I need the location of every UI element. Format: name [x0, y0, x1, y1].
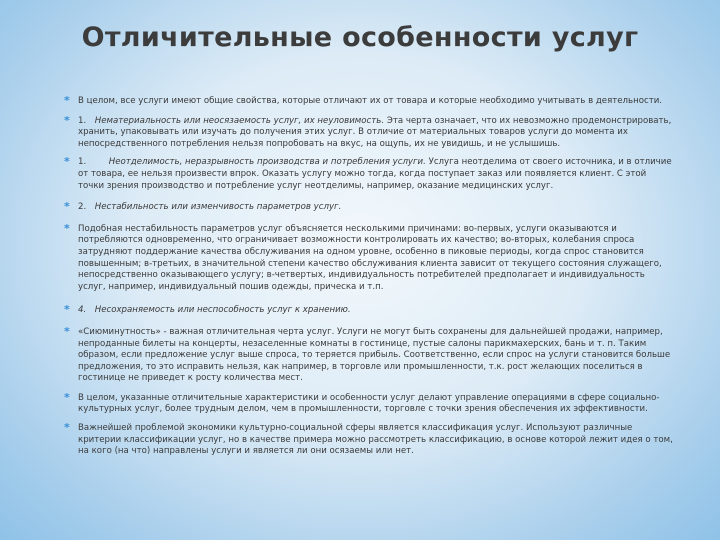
bullet-marker-icon: * [64, 155, 70, 169]
bullet-marker-icon: * [64, 303, 70, 317]
bullet-item [64, 423, 674, 458]
bullet-item [64, 390, 674, 416]
item-number: 1. [78, 157, 87, 168]
bullet-marker-icon: * [64, 390, 70, 404]
bullet-item [64, 202, 674, 214]
item-heading: Несохраняемость или неспособность услуг к хранению. [94, 305, 351, 316]
bullet-text: В целом, указанные отличительные характеристики и особенности услуг делают управление операциями в сфере социально-культурных услуг, более трудным делом, чем в промышленности, торговле с точки зрения обеспечения их эффективности. [78, 392, 660, 415]
bullet-item [64, 96, 674, 108]
bullet-marker-icon: * [64, 324, 70, 338]
bullet-text: Эта черта означает, что их невозможно продемонстрировать, хранить, упаковывать или изучать до получения этих услуг. В отличие от материальных товаров услуги до момента их непосредственного потребления нельзя попробовать на вкус, на ощупь, их не увидишь, и не услышишь. [78, 115, 672, 149]
bullet-text: «Сиюминутность» - важная отличительная черта услуг. Услуги не могут быть сохранены для дальнейшей продажи, например, непроданные билеты на концерты, незаселенные комнаты в гостинице, пустые салоны парикмахерских, бань и т. п. Таким образом, если предложение услуг выше спроса, то теряется прибыль. Соответственно, если спрос на услуги становится больше предложения, то это исправить нельзя, как например, в торговле или промышленности, т.к. рост желающих поселиться в гостинице не приведет к росту количества мест. [78, 326, 671, 384]
bullet-item [64, 113, 674, 151]
bullet-text: Подобная нестабильность параметров услуг объясняется несколькими причинами: во-первых, услуги оказываются и потребляются одновременно, что ограничивает возможности контролировать их качество; во-вторых, колебания спроса затрудняют поддержание качества обслуживания на одном уровне, особенно в пиковые периоды, когда спрос становится повышенным; в-третьих, в значительной степени качество обслуживания клиента зависит от текущего состояния служащего, непосредственно оказывающего услугу; в-четвертых, индивидуальность потребителей предполагает и индивидуальность услуг, например, индивидуальный пошив одежды, прическа и т.п. [78, 223, 662, 292]
bullet-text: Важнейшей проблемой экономики культурно-социальной сферы является классификация услуг. Используют различные критерии классификации услуг, но в качестве примера можно рассмотреть классификацию, в основе которой лежит идея о том, на кого (на что) направлены услуги и является ли они осязаемы или нет. [78, 423, 673, 457]
bullet-item [64, 157, 674, 192]
bullet-marker-icon: * [64, 94, 70, 107]
bullet-marker-icon: * [64, 421, 70, 435]
bullet-text: Услуга неотделима от своего источника, и в отличие от товара, ее нельзя произвести впрок. Оказать услугу можно тогда, когда поступает заказ или появляется клиент. С этой точки зрения производство и потребление услуг неотделимы, например, оказание медицинских услуг. [78, 157, 672, 191]
item-number: 4. [78, 305, 87, 316]
bullet-marker-icon: * [64, 221, 70, 235]
bullet-marker-icon: * [64, 113, 70, 127]
item-heading: Нематериальность или неосязаемость услуг, их неуловимость. [94, 115, 385, 126]
bullet-item [64, 324, 674, 385]
item-number: 1. [78, 115, 87, 126]
bullet-item [64, 221, 674, 294]
item-number: 2. [78, 202, 87, 213]
item-heading: Нестабильность или изменчивость параметров услуг. [94, 202, 342, 213]
slide-title: Отличительные особенности услуг [81, 22, 639, 53]
item-heading: Неотделимость, неразрывность производства и потребления услуги. [108, 157, 426, 168]
bullet-text: В целом, все услуги имеют общие свойства, которые отличают их от товара и которые необходимо учитывать в деятельности. [78, 96, 663, 106]
bullet-item [64, 305, 674, 317]
bullet-list [64, 96, 674, 458]
bullet-marker-icon: * [64, 200, 70, 214]
